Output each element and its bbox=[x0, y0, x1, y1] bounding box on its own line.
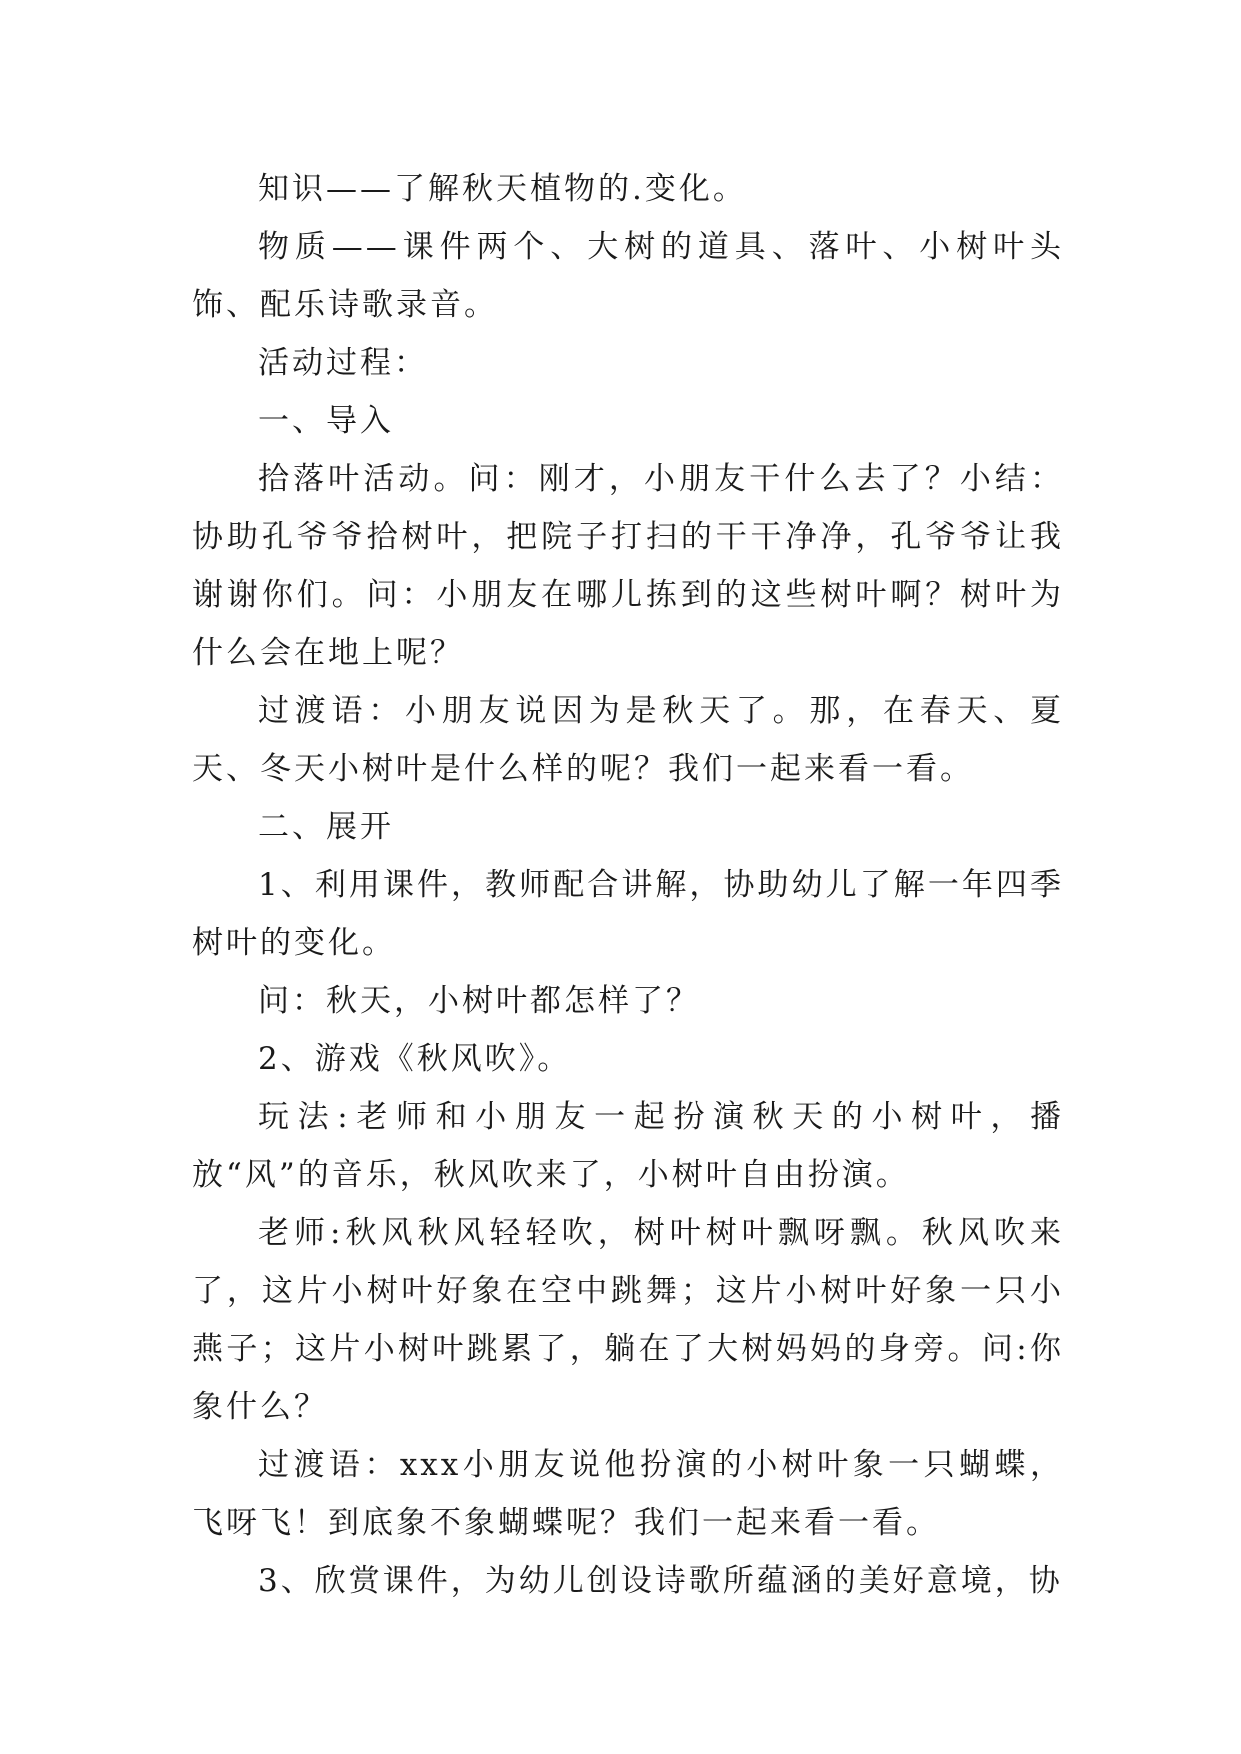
heading-introduction: 一、导入 bbox=[258, 403, 394, 439]
paragraph-game-rules: 玩法:老师和小朋友一起扮演秋天的小树叶，播放“风”的音乐，秋风吹来了，小树叶自由扮演。 bbox=[192, 1099, 1064, 1193]
heading-expansion: 二、展开 bbox=[258, 809, 394, 845]
heading-activity-process: 活动过程： bbox=[258, 345, 428, 381]
paragraph-materials: 物质——课件两个、大树的道具、落叶、小树叶头饰、配乐诗歌录音。 bbox=[192, 229, 1064, 323]
paragraph-leaf-picking: 拾落叶活动。问：刚才，小朋友干什么去了？小结：协助孔爷爷拾树叶，把院子打扫的干干净净，孔爷爷让我谢谢你们。问：小朋友在哪儿拣到的这些树叶啊？树叶为什么会在地上呢？ bbox=[192, 461, 1064, 671]
paragraph-transition-2: 过渡语：xxx小朋友说他扮演的小树叶象一只蝴蝶，飞呀飞！到底象不象蝴蝶呢？我们一起来看一看。 bbox=[192, 1447, 1064, 1541]
paragraph-transition-1: 过渡语：小朋友说因为是秋天了。那，在春天、夏天、冬天小树叶是什么样的呢？我们一起来看一看。 bbox=[192, 693, 1064, 787]
paragraph-teacher-script: 老师:秋风秋风轻轻吹，树叶树叶飘呀飘。秋风吹来了，这片小树叶好象在空中跳舞；这片小树叶好象一只小燕子；这片小树叶跳累了，躺在了大树妈妈的身旁。问:你象什么？ bbox=[192, 1215, 1064, 1425]
paragraph-knowledge: 知识——了解秋天植物的.变化。 bbox=[258, 171, 747, 207]
paragraph-question-autumn: 问：秋天，小树叶都怎样了？ bbox=[258, 983, 700, 1019]
paragraph-step-2: 2、游戏《秋风吹》。 bbox=[258, 1041, 572, 1077]
paragraph-step-3: 3、欣赏课件，为幼儿创设诗歌所蕴涵的美好意境，协 bbox=[258, 1563, 1063, 1599]
document-body bbox=[192, 160, 1064, 1610]
paragraph-step-1: 1、利用课件，教师配合讲解，协助幼儿了解一年四季树叶的变化。 bbox=[192, 867, 1064, 961]
